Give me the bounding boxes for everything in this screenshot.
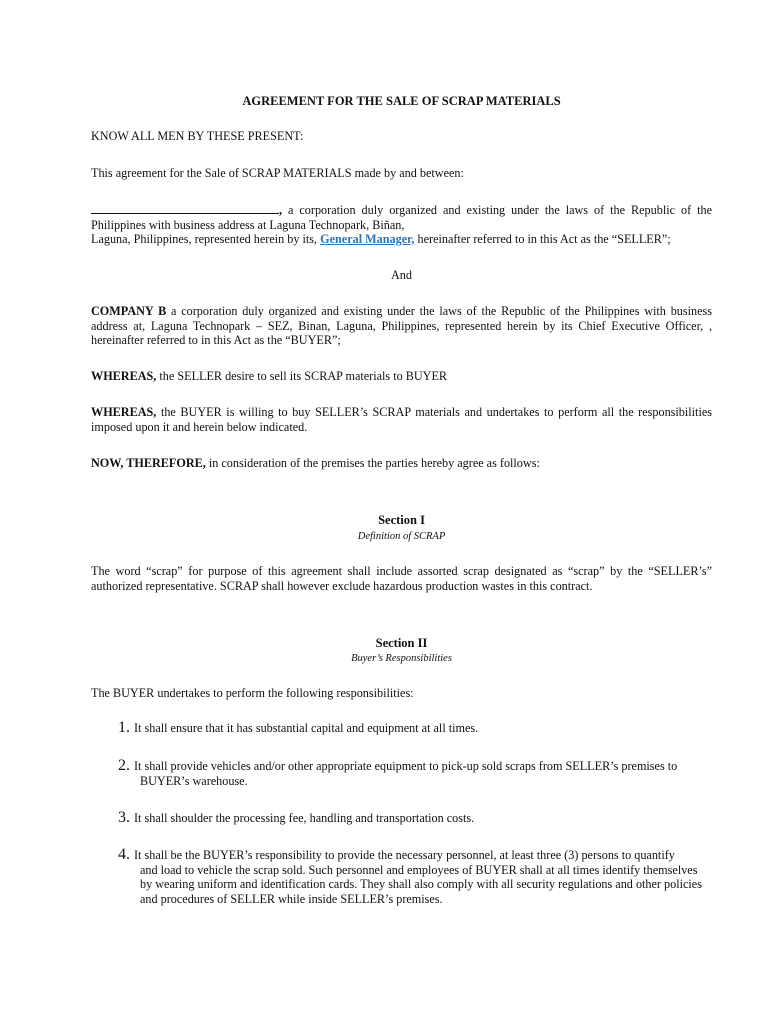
section-2-subtitle: Buyer’s Responsibilities [351, 653, 452, 664]
seller-comma: , [279, 203, 283, 217]
list-item-text: It shall shoulder the processing fee, handling and transportation costs. [134, 811, 475, 825]
section-2-intro: The BUYER undertakes to perform the following responsibilities: [91, 686, 414, 700]
seller-text-3: hereinafter referred to in this Act as the “SELLER”; [414, 232, 671, 246]
seller-text-2: Laguna, Philippines, represented herein by its, [91, 232, 321, 246]
list-item-number: 1. [118, 719, 130, 736]
list-item [118, 759, 712, 788]
whereas-1-text: the SELLER desire to sell its SCRAP materials to BUYER [156, 369, 448, 383]
buyer-name: COMPANY B [91, 304, 167, 318]
list-item [118, 848, 712, 906]
general-manager-link[interactable]: General Manager, [320, 232, 415, 246]
whereas-2-lead: WHEREAS, [91, 405, 157, 419]
section-1-subtitle: Definition of SCRAP [357, 531, 446, 542]
whereas-2 [91, 405, 712, 434]
and-separator: And [391, 268, 412, 282]
buyer-text: a corporation duly organized and existing under the laws of the Republic of the Philippines with business address at, Laguna Technopark – SEZ, Binan, Laguna, Philippines, represented herein by its Chief Executive Officer, , hereinafter referred to in this Act as the “BUYER”; [91, 304, 713, 347]
list-item-text: It shall ensure that it has substantial capital and equipment at all times. [134, 721, 479, 735]
list-item-text: It shall provide vehicles and/or other appropriate equipment to pick-up sold scraps from SELLER’s premises to [134, 759, 678, 773]
seller-paragraph [91, 202, 712, 247]
list-item [118, 721, 712, 736]
seller-name-blank[interactable] [91, 202, 279, 214]
whereas-1-lead: WHEREAS, [91, 369, 157, 383]
list-item-number: 3. [118, 809, 130, 826]
list-item-number: 2. [118, 757, 130, 774]
now-therefore-lead: NOW, THEREFORE, [91, 456, 206, 470]
document-title: AGREEMENT FOR THE SALE OF SCRAP MATERIALS [242, 94, 561, 108]
now-therefore [91, 456, 712, 471]
section-1-title: Section I [378, 513, 425, 527]
section-2-title: Section II [375, 636, 428, 650]
seller-text-1: a corporation duly organized and existing under the laws of the Republic of the Philippines with business address at Laguna Technopark, Biñan, [91, 203, 712, 232]
list-item-continuation: BUYER’s warehouse. [140, 773, 248, 788]
whereas-1 [91, 369, 712, 384]
buyer-paragraph [91, 304, 712, 348]
list-item-continuation: and load to vehicle the scrap sold. Such personnel and employees of BUYER shall at all times identify themselves by wearing uniform and identification cards. They shall also comply with all security regulations and other policies and procedures of SELLER while inside SELLER’s premises. [140, 862, 702, 906]
intro-line: This agreement for the Sale of SCRAP MATERIALS made by and between: [91, 166, 464, 180]
whereas-2-text: the BUYER is willing to buy SELLER’s SCRAP materials and undertakes to perform all the responsibilities imposed upon it and herein below indicated. [91, 405, 712, 434]
list-item-text: It shall be the BUYER’s responsibility to provide the necessary personnel, at least three (3) persons to quantify [134, 848, 675, 862]
now-therefore-text: in consideration of the premises the parties hereby agree as follows: [205, 456, 540, 470]
list-item [118, 811, 712, 826]
section-1-body: The word “scrap” for purpose of this agreement shall include assorted scrap designated as “scrap” by the “SELLER’s” authorized representative. SCRAP shall however exclude hazardous production wastes in this contract. [91, 564, 712, 593]
list-item-number: 4. [118, 846, 130, 863]
know-all-line: KNOW ALL MEN BY THESE PRESENT: [91, 129, 304, 143]
